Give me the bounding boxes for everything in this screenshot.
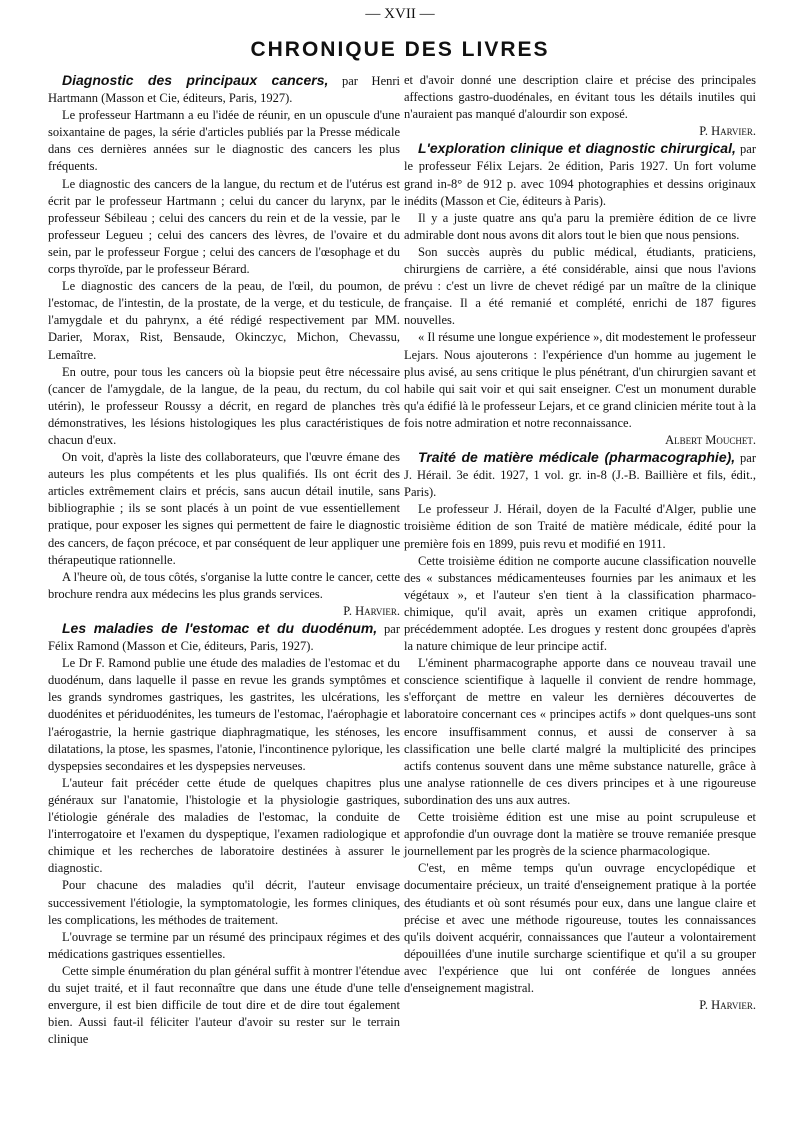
- citation-details: par Félix Ramond (Masson et Cie, éditeurs, Paris, 1927).: [48, 622, 400, 654]
- paragraph: L'auteur fait précéder cette étude de quelques chapitres plus généraux sur l'anatomie, l'histologie et la physiologie gastriques, l'étiologie générale des maladies de l'estomac, la conduite de l'interrogatoire et l'examen du dyspeptique, l'examen radiologique et chimique et les recherches de laboratoire destinées à assurer le diagnostic.: [48, 775, 400, 876]
- page-title: CHRONIQUE DES LIVRES: [250, 38, 550, 61]
- citation-details: par J. Hérail. 3e édit. 1927, 1 vol. gr. in-8 (J.-B. Baillière et fils, édit., Paris).: [404, 451, 757, 500]
- paragraph: Cette troisième édition ne comporte aucune classification nouvelle des « substances médicamenteuses fournies par les animaux et les végétaux », et l'auteur s'en tient à la classification pharmaco-chimique, qu'il avait, après un examen critique approfondi, précédemment adoptée. Les drogues y restent donc groupées d'après la nature chimique de leur principe actif.: [404, 553, 756, 654]
- signature: P. Harvier.: [699, 998, 756, 1013]
- paragraph: Son succès auprès du public médical, étudiants, praticiens, chirurgiens de carrière, a été considérable, ainsi que nous l'avions prévu : c'est un livre de chevet rédigé par un maître de la clinique française. Il a été remanié et complété, enrichi de 187 figures nouvelles.: [404, 244, 756, 328]
- paragraph: Le diagnostic des cancers de la langue, du rectum et de l'utérus est écrit par le professeur Hartmann ; celui du cancer du larynx, par le professeur Sébileau ; celui des cancers du rein et de la vessie, par le professeur Legueu ; celui des cancers des lèvres, de l'ovaire et du sein, par le professeur Forgue ; celui des cancers de l'œsophage et du corps thyroïde, par le professeur Bérard.: [48, 176, 400, 277]
- page-number: — XVII —: [365, 6, 435, 22]
- right-column: [404, 72, 756, 1014]
- review-heading: Traité de matière médicale (pharmacographie),: [418, 449, 736, 466]
- signature: P. Harvier.: [699, 124, 756, 139]
- paragraph: Il y a juste quatre ans qu'a paru la première édition de ce livre admirable dont nous avons dit alors tout le bien que nous pensions.: [404, 210, 756, 242]
- paragraph: C'est, en même temps qu'un ouvrage encyclopédique et documentaire précieux, un traité d'enseignement pratique à la portée des étudiants et où sont résumés pour eux, dans une langue claire et précise et avec une méthode rigoureuse, toutes les connaissances qu'ils doivent acquérir, connaissances que l'auteur a volontairement dépouillées d'une inutile surcharge scientifique et qu'il a su grouper avec l'expérience que lui ont conférée de longues années d'enseignement magistral.: [404, 861, 756, 995]
- paragraph: L'ouvrage se termine par un résumé des principaux régimes et des médications gastriques essentielles.: [48, 929, 400, 961]
- review-heading: Diagnostic des principaux cancers,: [62, 72, 329, 88]
- signature: Albert Mouchet.: [665, 432, 756, 447]
- paragraph: En outre, pour tous les cancers où la biopsie peut être nécessaire (cancer de l'amygdale, de la langue, de la peau, du rectum, du col utérin), le professeur Roussy a décrit, en regard de planches très démonstratives, les lésions histologiques les plus caractéristiques de chacun d'eux.: [48, 364, 400, 447]
- paragraph: Cette simple énumération du plan général suffit à montrer l'étendue du sujet traité, et il faut reconnaître que dans une étude d'une telle envergure, il est bien difficile de tout dire et de dire tout également bien. Aussi faut-il féliciter l'auteur d'avoir su rester sur le terrain clinique: [48, 963, 400, 1047]
- paragraph: Le diagnostic des cancers de la peau, de l'œil, du poumon, de l'estomac, de l'intestin, de la prostate, de la verge, et du testicule, de l'amygdale et du pahrynx, a été rédigé respectivement par MM. Darier, Morax, Rist, Bensaude, Okinczyc, Michon, Chevassu, Lemaître.: [48, 279, 400, 362]
- paragraph: A l'heure où, de tous côtés, s'organise la lutte contre le cancer, cette brochure rendra aux médecins les plus grands services.: [48, 569, 400, 601]
- signature: P. Harvier.: [343, 603, 400, 618]
- paragraph: Cette troisième édition est une mise au point scrupuleuse et approfondie d'un ouvrage dont la matière se trouve remaniée presque journellement par les progrès de la science pharmacologique.: [404, 810, 756, 859]
- review-citation: [48, 620, 400, 655]
- paragraph: On voit, d'après la liste des collaborateurs, que l'œuvre émane des auteurs les plus compétents et les plus qualifiés. Ils ont écrit des articles extrêmement clairs et précis, sans aucun détail inutile, sans bibliographie ; ils se sont placés à un point de vue essentiellement pratique, pour exposer les signes qui permettent de faire le diagnostic des cancers, de façon précoce, et par conséquent de leur appliquer une thérapeutique rationnelle.: [48, 450, 400, 567]
- review-citation: [404, 140, 756, 209]
- paragraph: Le professeur J. Hérail, doyen de la Faculté d'Alger, publie une troisième édition de son Traité de matière médicale, édité pour la première fois en 1899, puis revu et modifié en 1911.: [404, 502, 756, 551]
- left-column: [48, 72, 400, 1048]
- paragraph: et d'avoir donné une description claire et précise des principales affections gastro-duodénales, en évitant tous les détails inutiles qui n'auraient pas manqué d'alourdir son exposé.: [404, 73, 756, 122]
- paragraph: L'éminent pharmacographe apporte dans ce nouveau travail une conscience scientifique à laquelle il convient de rendre hommage, s'efforçant de mettre en valeur les dernières découvertes de laboratoire concernant ces « principes actifs » dont quelques-uns sont encore insuffisamment connus, et aussi de conserver à sa classification une belle clarté malgré la multiplicité des principes actifs contenus souvent dans une même substance naturelle, grâce à une analyse rationnelle de ces divers principes et à une rigoureuse subordination des uns aux autres.: [404, 656, 756, 807]
- paragraph: Pour chacune des maladies qu'il décrit, l'auteur envisage successivement l'étiologie, la symptomatologie, les formes cliniques, les complications, les méthodes de traitement.: [48, 878, 400, 927]
- paragraph: « Il résume une longue expérience », dit modestement le professeur Lejars. Nous ajouterons : l'expérience d'un homme au jugement le plus avisé, au sens critique le plus pénétrant, d'un chirurgien savant et habile qui sait voir et qui sait enseigner. C'est un monument durable qu'a édifié là le professeur Lejars, et ce grand clinicien mérite tout à la fois notre admiration et notre reconnaissance.: [404, 330, 756, 430]
- review-citation: [404, 449, 756, 501]
- review-heading: Les maladies de l'estomac et du duodénum,: [62, 620, 378, 636]
- paragraph: Le Dr F. Ramond publie une étude des maladies de l'estomac et du duodénum, dans laquelle il passe en revue les grands symptômes et les grands syndromes gastriques, les gastrites, les ulcérations, les duodénites et périduodénites, les tumeurs de l'estomac, l'aérophagie et l'aérogastrie, la hernie gastrique diaphragmatique, les sténoses, les dilatations, la ptose, les spasmes, l'atonie, l'incontinence pylorique, les dyspepsies secondaires et les dyspepsies nerveuses.: [48, 656, 400, 773]
- review-heading: L'exploration clinique et diagnostic chirurgical,: [418, 140, 736, 157]
- citation-details: par le professeur Félix Lejars. 2e édition, Paris 1927. Un fort volume grand in-8° de 912 p. avec 1094 photographies et dessins originaux inédits (Masson et Cie, éditeurs à Paris).: [404, 142, 757, 208]
- citation-details: par Henri Hartmann (Masson et Cie, éditeurs, Paris, 1927).: [48, 74, 400, 106]
- paragraph: Le professeur Hartmann a eu l'idée de réunir, en un opuscule d'une soixantaine de pages, la série d'articles publiés par la Presse médicale dans ces dernières années sur le diagnostic des cancers les plus fréquents.: [48, 108, 400, 174]
- review-citation: [48, 72, 400, 107]
